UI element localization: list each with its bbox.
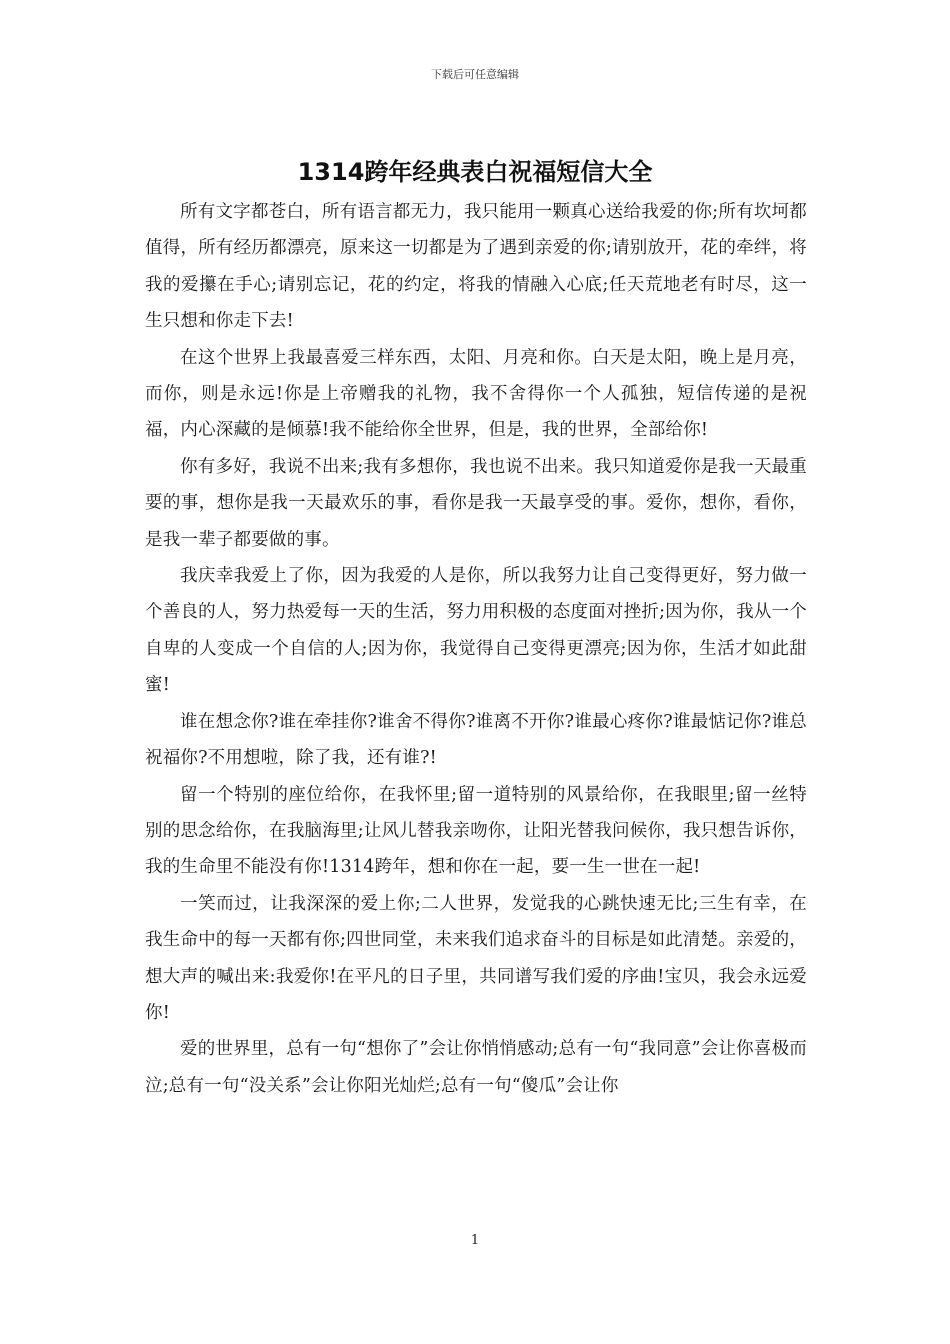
document-title: 1314跨年经典表白祝福短信大全 <box>297 158 653 186</box>
paragraph: 谁在想念你?谁在牵挂你?谁舍不得你?谁离不开你?谁最心疼你?谁最惦记你?谁总祝福你?不用想啦，除了我，还有谁?! <box>145 711 807 769</box>
paragraph: 留一个特别的座位给你，在我怀里;留一道特别的风景给你，在我眼里;留一丝特别的思念给你，在我脑海里;让风儿替我亲吻你，让阳光替我问候你，我只想告诉你，我的生命里不能没有你!1314跨年，想和你在一起，要一生一世在一起! <box>145 784 807 878</box>
paragraph: 爱的世界里，总有一句“想你了”会让你悄悄感动;总有一句“我同意”会让你喜极而泣;总有一句“没关系”会让你阳光灿烂;总有一句“傻瓜”会让你 <box>145 1039 807 1096</box>
page-number: 1 <box>470 1233 480 1248</box>
header-note: 下载后可任意编辑 <box>431 68 519 81</box>
paragraph: 所有文字都苍白，所有语言都无力，我只能用一颗真心送给我爱的你;所有坎坷都值得，所有经历都漂亮，原来这一切都是为了遇到亲爱的你;请别放开，花的牵绊，将我的爱攥在手心;请别忘记，花的约定，将我的情融入心底;任天荒地老有时尽，这一生只想和你走下去! <box>145 202 807 332</box>
paragraph: 一笑而过，让我深深的爱上你;二人世界，发觉我的心跳快速无比;三生有幸，在我生命中的每一天都有你;四世同堂，未来我们追求奋斗的目标是如此清楚。亲爱的，想大声的喊出来:我爱你!在平凡的日子里，共同谱写我们爱的序曲!宝贝，我会永远爱你! <box>145 893 807 1023</box>
paragraph: 你有多好，我说不出来;我有多想你，我也说不出来。我只知道爱你是我一天最重要的事，想你是我一天最欢乐的事，看你是我一天最享受的事。爱你，想你，看你，是我一辈子都要做的事。 <box>145 456 807 550</box>
paragraph: 在这个世界上我最喜爱三样东西，太阳、月亮和你。白天是太阳，晚上是月亮，而你，则是永远!你是上帝赠我的礼物，我不舍得你一个人孤独，短信传递的是祝福，内心深藏的是倾慕!我不能给你全世界，但是，我的世界，全部给你! <box>145 347 807 441</box>
paragraph: 我庆幸我爱上了你，因为我爱的人是你，所以我努力让自己变得更好，努力做一个善良的人，努力热爱每一天的生活，努力用积极的态度面对挫折;因为你，我从一个自卑的人变成一个自信的人;因为你，我觉得自己变得更漂亮;因为你，生活才如此甜蜜! <box>145 566 807 696</box>
document-body <box>145 194 807 1104</box>
